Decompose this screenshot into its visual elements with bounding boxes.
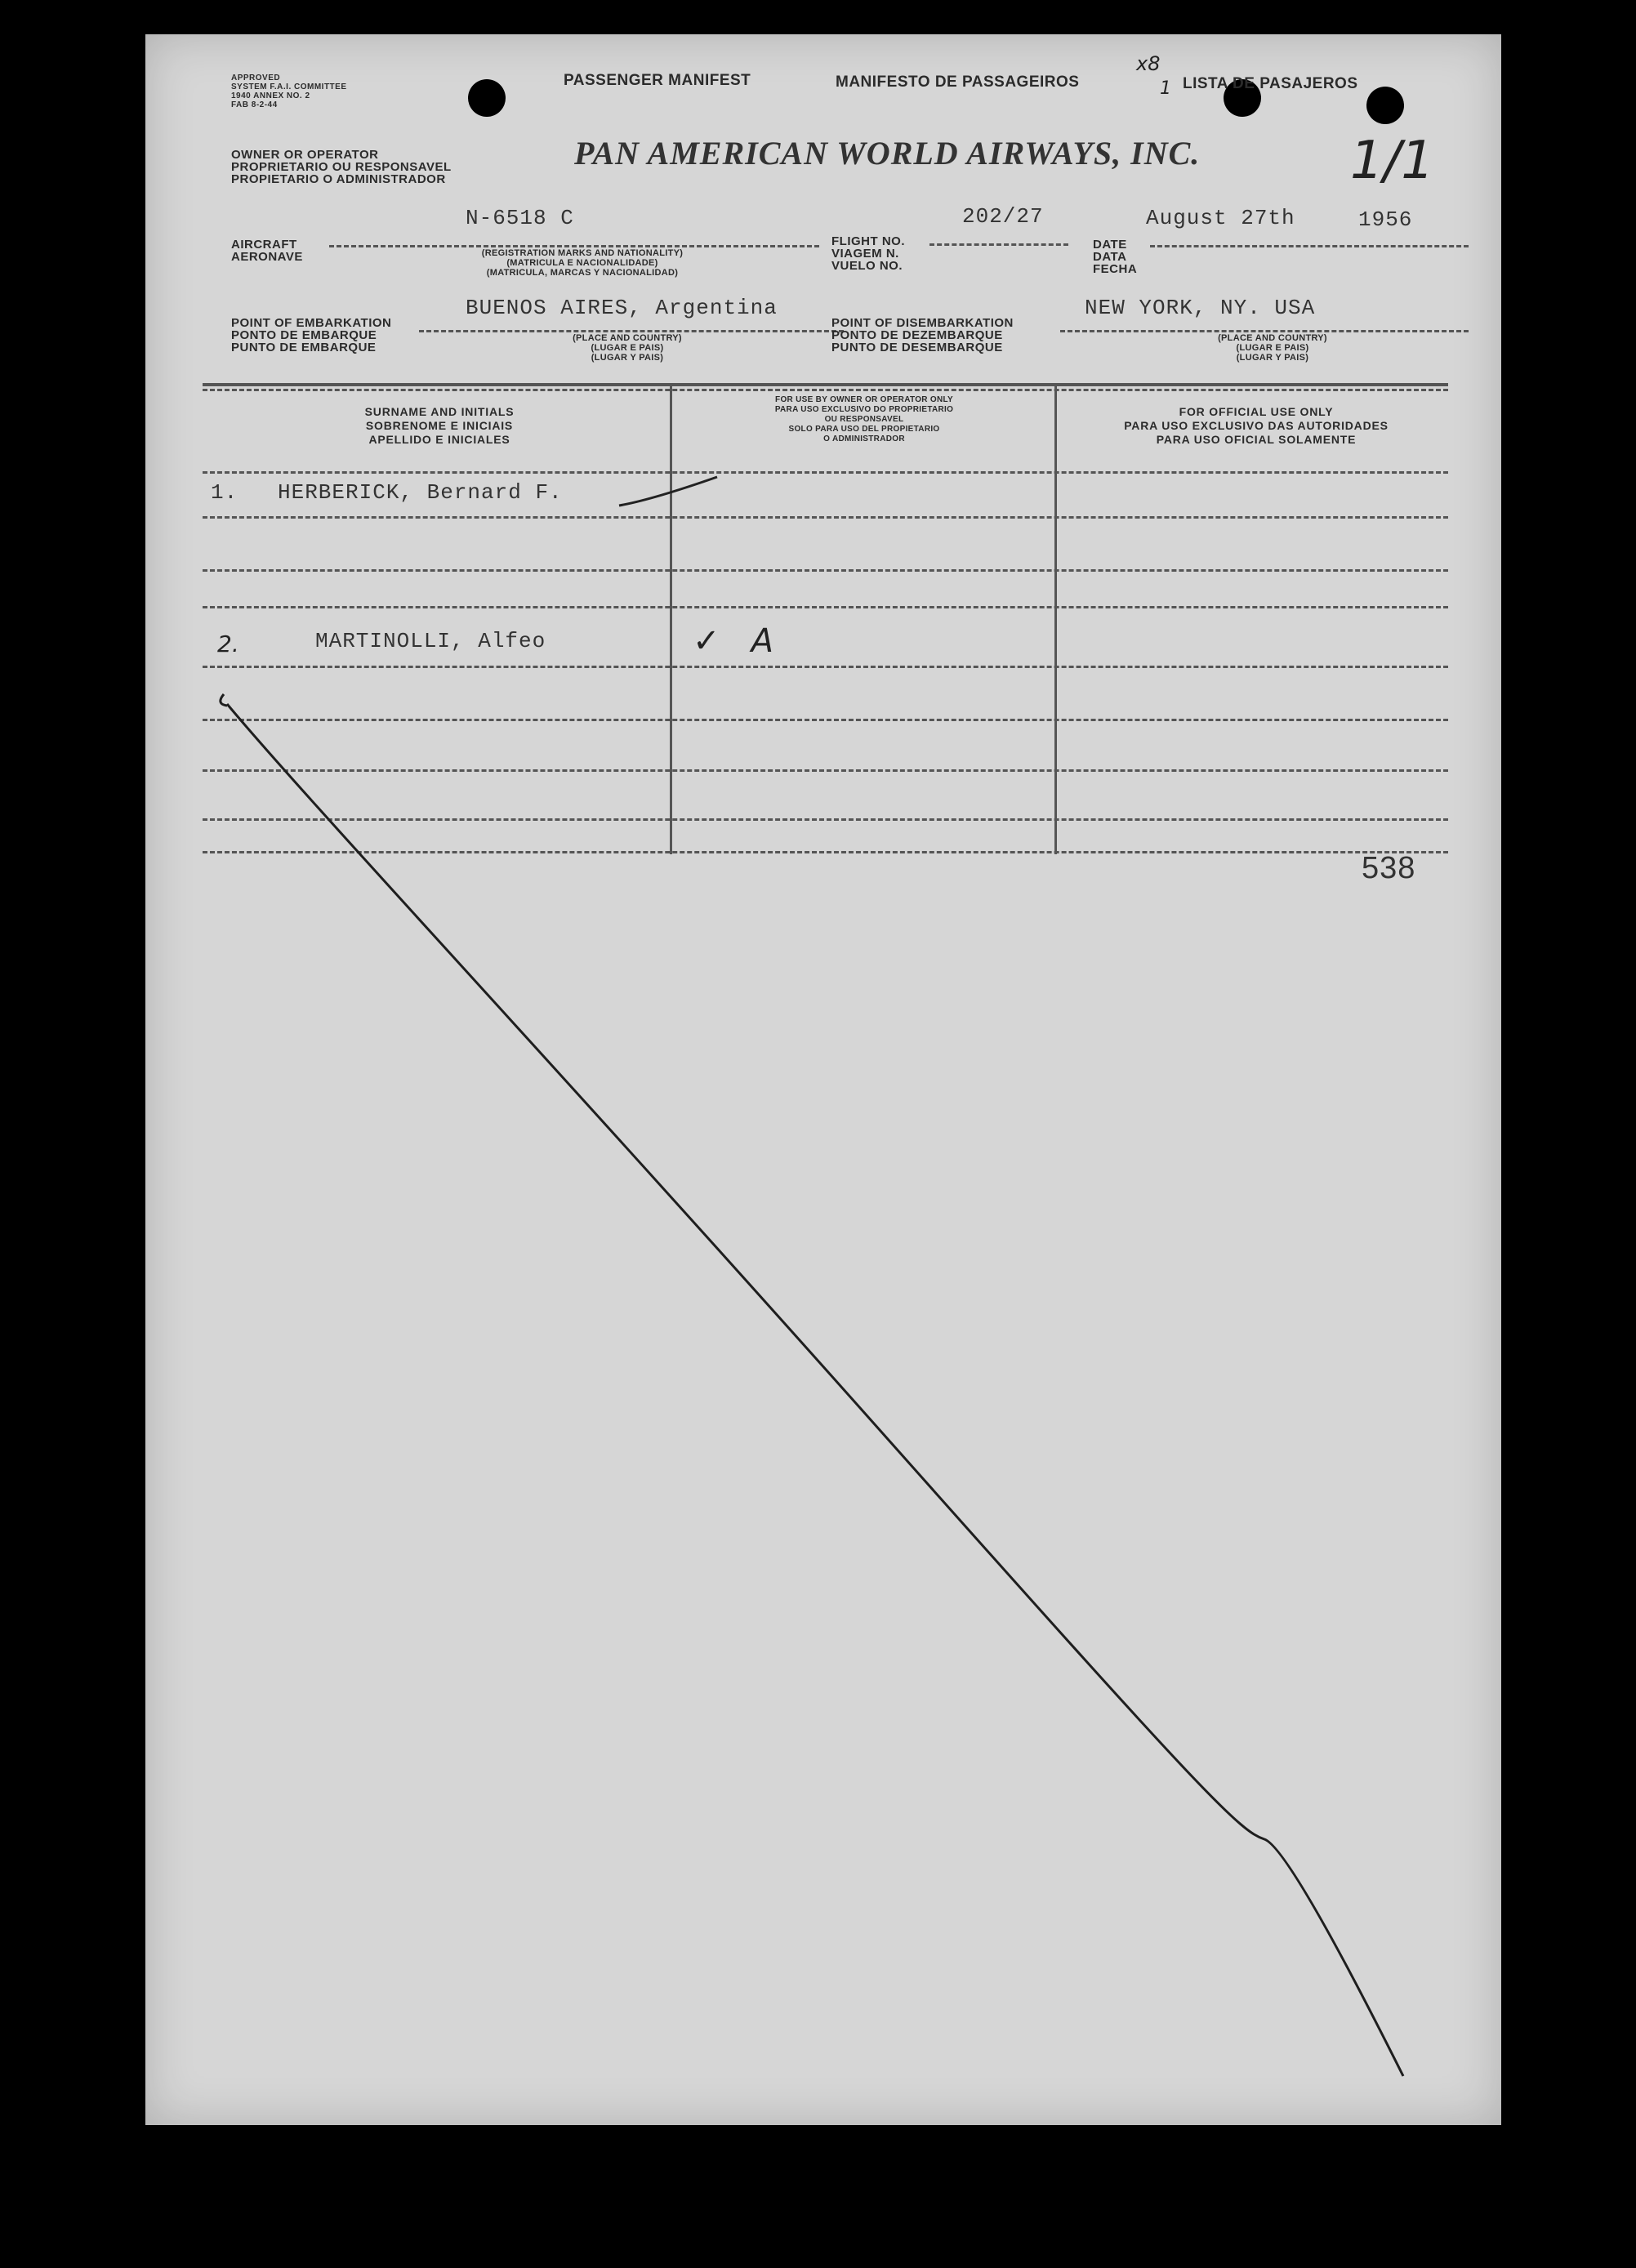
annotation-1: 1	[1160, 78, 1171, 99]
embarkation-sub: (LUGAR Y PAIS)	[591, 353, 664, 363]
approval-line: FAB 8-2-44	[231, 100, 278, 109]
page-fraction-mark: 1/1	[1350, 131, 1434, 191]
column-header-line: SOBRENOME E INICIAIS	[365, 419, 514, 432]
column-header-line: O ADMINISTRADOR	[823, 434, 905, 443]
owner-label: PROPIETARIO O ADMINISTRADOR	[231, 172, 446, 186]
embarkation-label: PUNTO DE EMBARQUE	[231, 341, 377, 354]
column-header-line: APELLIDO E INICIALES	[368, 433, 510, 446]
column-header-line: FOR USE BY OWNER OR OPERATOR ONLY	[775, 395, 953, 404]
column-header-line: PARA USO EXCLUSIVO DAS AUTORIDADES	[1124, 419, 1389, 432]
disembarkation-label: PONTO DE DEZEMBARQUE	[831, 328, 1003, 342]
aircraft-sub: (REGISTRATION MARKS AND NATIONALITY)	[481, 248, 684, 258]
disembarkation-value: NEW YORK, NY. USA	[1085, 296, 1316, 320]
annotation-x8: x8	[1136, 52, 1161, 75]
aircraft-label: AERONAVE	[231, 250, 303, 264]
embarkation-label: PONTO DE EMBARQUE	[231, 328, 377, 342]
title-portuguese: MANIFESTO DE PASSAGEIROS	[836, 74, 1080, 91]
column-header-line: FOR OFFICIAL USE ONLY	[1179, 405, 1334, 418]
date-label: DATA	[1093, 250, 1127, 264]
passenger-marks: ✓ A	[693, 622, 774, 660]
disembarkation-label: PUNTO DE DESEMBARQUE	[831, 341, 1003, 354]
date-year: 1956	[1358, 207, 1413, 232]
passenger-number: 2.	[217, 630, 239, 657]
diagonal-hook-stroke	[221, 694, 227, 706]
disembarkation-label: POINT OF DISEMBARKATION	[831, 316, 1014, 330]
flight-label: FLIGHT NO.	[831, 234, 905, 248]
approval-line: 1940 ANNEX NO. 2	[231, 91, 310, 100]
check-mark-stroke	[619, 477, 717, 506]
page-number: 538	[1362, 851, 1416, 885]
embarkation-value: BUENOS AIRES, Argentina	[466, 296, 778, 320]
title-english: PASSENGER MANIFEST	[564, 72, 751, 89]
column-header-line: SURNAME AND INITIALS	[364, 405, 515, 418]
aircraft-sub: (MATRICULA E NACIONALIDADE)	[506, 258, 658, 268]
column-header-line: PARA USO EXCLUSIVO DO PROPRIETARIO	[774, 405, 954, 414]
aircraft-sub: (MATRICULA, MARCAS Y NACIONALIDAD)	[486, 268, 679, 278]
passenger-name: HERBERICK, Bernard F.	[278, 480, 563, 505]
column-header-line: PARA USO OFICIAL SOLAMENTE	[1156, 433, 1357, 446]
diagonal-cancel-line	[227, 704, 1403, 2076]
approval-line: SYSTEM F.A.I. COMMITTEE	[231, 82, 347, 91]
manifest-page	[145, 34, 1501, 2125]
owner-label: OWNER OR OPERATOR	[231, 148, 379, 162]
approval-line: APPROVED	[231, 74, 281, 82]
embarkation-sub: (PLACE AND COUNTRY)	[573, 333, 682, 343]
operator-logo: PAN AMERICAN WORLD AIRWAYS, INC.	[574, 135, 1201, 172]
date-label: DATE	[1093, 238, 1127, 252]
date-label: FECHA	[1093, 262, 1138, 276]
passenger-number: 1.	[211, 480, 238, 505]
flight-label: VIAGEM N.	[831, 247, 899, 261]
disembarkation-sub: (PLACE AND COUNTRY)	[1218, 333, 1327, 343]
date-value: August 27th	[1146, 206, 1295, 230]
embarkation-label: POINT OF EMBARKATION	[231, 316, 392, 330]
column-header-line: SOLO PARA USO DEL PROPIETARIO	[788, 425, 940, 434]
column-header-line: OU RESPONSAVEL	[824, 415, 904, 424]
flight-value: 202/27	[962, 204, 1044, 229]
aircraft-label: AIRCRAFT	[231, 238, 297, 252]
flight-label: VUELO NO.	[831, 259, 903, 273]
cancel-line-drawing	[145, 34, 1501, 2125]
passenger-name: MARTINOLLI, Alfeo	[315, 629, 546, 653]
aircraft-value: N-6518 C	[466, 206, 574, 230]
disembarkation-sub: (LUGAR Y PAIS)	[1236, 353, 1309, 363]
embarkation-sub: (LUGAR E PAIS)	[591, 343, 664, 353]
title-spanish: LISTA DE PASAJEROS	[1183, 75, 1358, 92]
disembarkation-sub: (LUGAR E PAIS)	[1236, 343, 1309, 353]
owner-label: PROPRIETARIO OU RESPONSAVEL	[231, 160, 452, 174]
